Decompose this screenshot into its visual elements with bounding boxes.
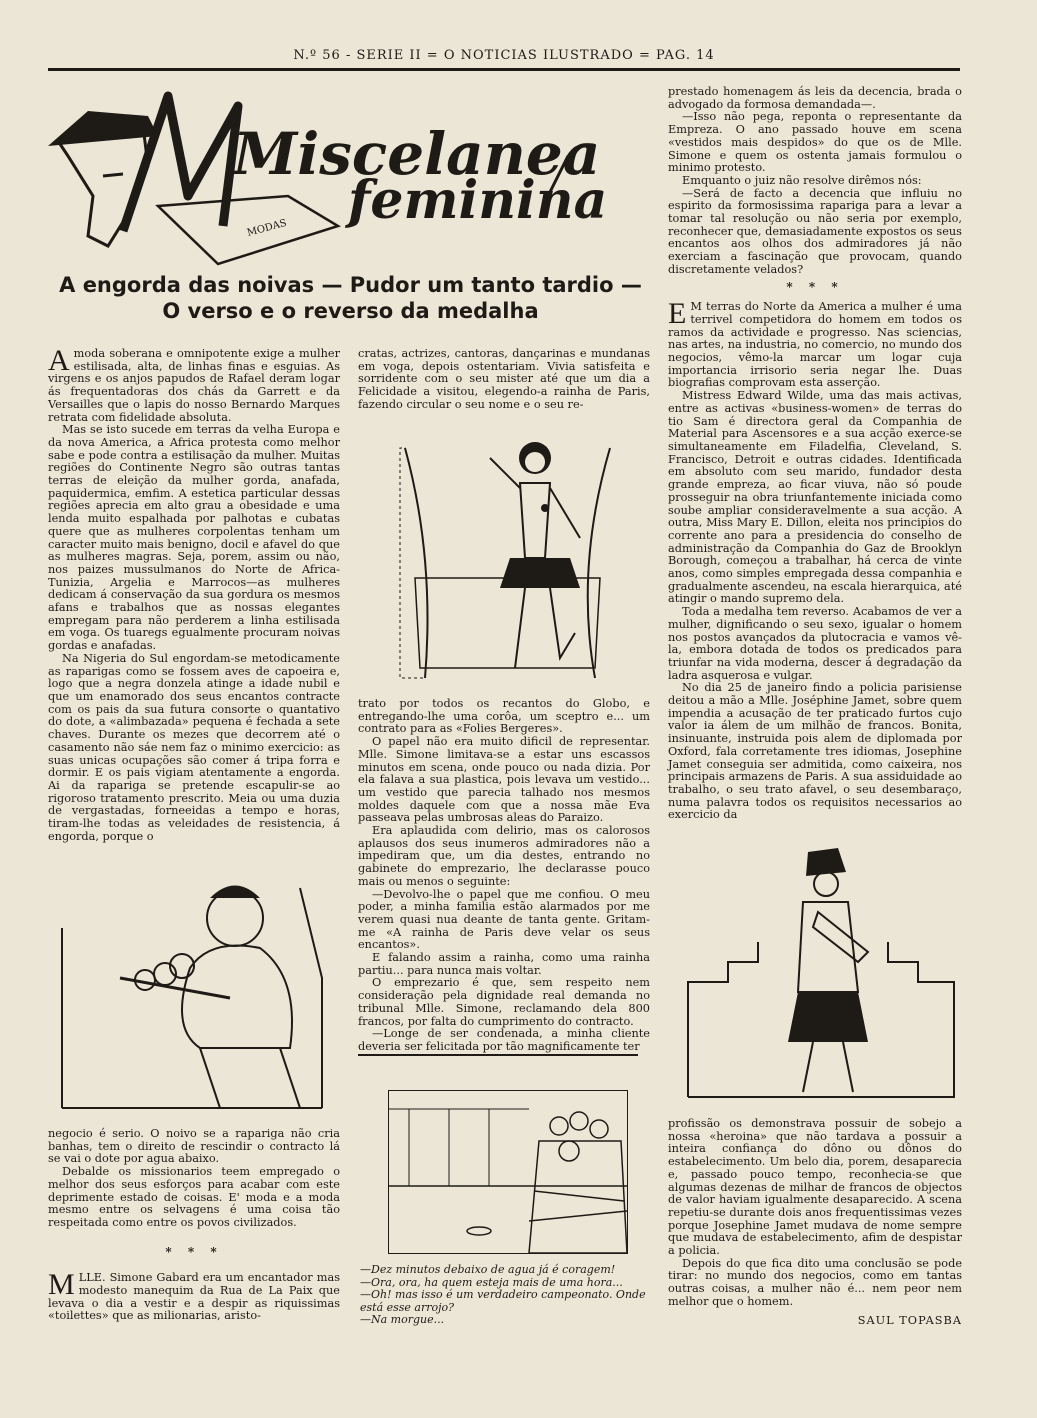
col2-p1: cratas, actrizes, cantoras, dançarinas e mundanas em voga, depois ostentariam. Vivia satisfeita e sorridente com o seu mister até que um dia a Felicidade a visitou, elegendo-a rainha de Paris, fazendo circular o seu nome e o seu re- — [358, 347, 650, 411]
section-stars-1: * * * — [165, 1244, 223, 1259]
column-1-bottom — [48, 1128, 340, 1323]
article-headline — [48, 272, 653, 324]
drop-cap-m: M — [48, 1268, 75, 1302]
caption-line-4: —Na morgue... — [360, 1313, 445, 1326]
illustration-dancer — [395, 428, 620, 690]
col1-p4: negocio é serio. O noivo se a rapariga não cria banhas, tem o direito de rescindir o contracto lá se vai o dote por agua abaixo. — [48, 1127, 340, 1166]
col3-p3: Emquanto o juiz não resolve dirêmos nós: — [682, 173, 922, 187]
page-header: N.º 56 - SERIE II = O NOTICIAS ILUSTRADO = PAG. 14 — [293, 48, 715, 63]
col1-p1: moda soberana e omnipotente exige a mulher estilisada, alta, de linhas finas e esguias. As virgens e os anjos papudos de Rafael deram logar ás frequentadoras dos chás da Garrett e da Versailles que o lapis do nosso Bernardo Marques retrata com fidelidade absoluta. — [48, 347, 340, 424]
caption-line-3: —Oh! mas isso é um verdadeiro campeonato. Onde está esse arrojo? — [360, 1288, 646, 1314]
illustration-swimmers-cartoon — [388, 1090, 628, 1254]
col3-p6: Mistress Edward Wilde, uma das mais activas, entre as activas «business-women» de terras do tio Sam é directora geral da Companhia de Material para Ascensores e a sua acção exerce-se simultaneamente em Filadelfia, Cleveland, S. Francisco, Detroit e outras cidades. Identificada em absoluto com seu marido, fundador desta grande empreza, ao ficar viuva, não só poude prosseguir na obra triunfantemente iniciada como soube ampliar consideravelmente a sua acção. A outra, Miss Mary E. Dillon, eleita nos principios do corrente ano para a presidencia do conselho de administração da Companhia do Gaz de Brooklyn Borough, começou a trabalhar, há cerca de vinte anos, como simples empregada dessa companhia e gradualmente ascendeu, na escala hierarquica, até atingir o mando supremo dela. — [668, 389, 962, 606]
section-stars-2: * * * — [786, 279, 844, 294]
col2-p4: Era aplaudida com delirio, mas os calorosos aplausos dos seus inumeros admiradores não a impediram que, um dia destes, entrando no gabinete do emprezario, lhe declarasse pouco mais ou menos o seguinte: — [358, 824, 650, 888]
col3-p9: profissão os demonstrava possuir de sobejo a nossa «heroina» que não tardava a possuir a inteira confiança do dôno ou dônos do estabelecimento. Um belo dia, porem, desaparecia e, passado pouco tempo, reconhecia-se que algumas dezenas de milhar de francos de objectos de valor haviam igualmente desaparecido. A scena repetiu-se durante dois anos frequentissimas vezes porque Josephine Jamet mudava de nome sempre que mudava de estabelecimento, afim de despistar a policia. — [668, 1117, 962, 1258]
drop-cap-e: E — [668, 297, 687, 331]
drop-cap-a: A — [48, 344, 70, 377]
col3-p8: No dia 25 de janeiro findo a policia parisiense deitou a mão a Mlle. Joséphine Jamet, sobre quem impendia a acusação de ter praticado furtos cujo valor ia álem de um milhão de francos. Bonita, insinuante, instruida pois alem de diplomada por Oxford, fala corretamente tres idiomas, Josephine Jamet conseguia ser admitida, como caixeira, nos principais armazens de Paris. A sua assiduidade ao trabalho, o seu trato afavel, o seu desembaraço, numa palavra todos os requisitos necessarios ao exercicio da — [668, 681, 962, 822]
caption-line-1: —Dez minutos debaixo de agua já é coragem! — [360, 1263, 616, 1276]
col3-p10: Depois do que fica dito uma conclusão se pode tirar: no mundo dos negocios, como em tantas outras coisas, a mulher não é... nem peor nem melhor que o homem. — [668, 1256, 962, 1308]
col2-p5: —Devolvo-lhe o papel que me confiou. O meu poder, a minha familia estão alarmados por me verem quasi nua deante de tanta gente. Gritam-me «A rainha de Paris deve velar os seus encantos». — [358, 887, 650, 952]
masthead-word2: feminina — [348, 170, 608, 231]
col3-p2: —Isso não pega, reponta o representante da Empreza. O ano passado houve em scena «vestidos mais despidos» do que os de Mlle. Simone e quem os ostenta jamais formulou o minimo protesto. — [668, 110, 962, 175]
author-signature: SAUL TOPASBA — [857, 1313, 962, 1327]
col2-p6: E falando assim a rainha, como uma rainha partiu... para nunca mais voltar. — [358, 951, 650, 977]
col1-p2: Mas se isto sucede em terras da velha Europa e da nova America, a Africa protesta como melhor sabe e pode contra a estilisação da mulher. Muitas regiões do Continente Negro são outras tantas terras de eleição da mulher gorda, anafada, paquidermica, emfim. A estetica particular dessas regiões aprecia em alto grau a obesidade e uma lenda muito espalhada por palhotas e cubatas quere que as mulheres corpolentas tenham um caracter muito mais benigno, docil e afavel do que as mulheres magras. Seja, porem, assim ou não, nos paizes mussulmanos do Norte de Africa-Tunizia, Argelia e Marrocos—as mulheres dedicam á conservação da sua gordura os mesmos afans e trabalhos que as nossas elegantes empregam para não perderem a linha estilisada em voga. Os tuaregs egualmente procuram noivas gordas e anafadas. — [48, 423, 340, 653]
headline-line1: A engorda das noivas — Pudor um tanto tardio — — [59, 273, 642, 297]
col2-p3: O papel não era muito dificil de representar. Mlle. Simone limitava-se a estar uns escassos minutos em scena, onde pouco ou nada dizia. Por ela falava a sua plastica, pois levava um vestido... um vestido que parecia talhado nos mesmos moldes daquele com que a nossa mãe Eva passeava pelas umbrosas aleas do Paraizo. — [358, 735, 650, 825]
illustration-eating-woman — [60, 858, 322, 1110]
col3-p1: prestado homenagem ás leis da decencia, brada o advogado da formosa demandada—. — [668, 85, 962, 111]
col1-p3: Na Nigeria do Sul engordam-se metodicamente as raparigas como se fossem aves de capoeira e, logo que a negra donzela atinge a idade nubil e que um enamorado dos seus encantos contracte com os pais da sua futura consorte o quantativo do dote, a «alimbazada» pequena é fechada a sete chaves. Durante os mezes que decorrem até o casamento não sáe nem faz o minimo exercicio: as suas unicas ocupações são comer á tripa forra e dormir. E os pais vigiam atentamente a engorda. Ai da rapariga se pretende escapulir-se ao rigoroso tratamento prescrito. Meia ou uma duzia de vergastadas, forneeidas a tempo e horas, tiram-lhe todas as veleidades de resistencia, á engorda, porque o — [48, 651, 340, 843]
col2-p8: —Longe de ser condenada, a minha cliente deveria ser felicitada por tão magnificamente ter — [358, 1027, 650, 1053]
col3-p7: Toda a medalha tem reverso. Acabamos de ver a mulher, dignificando o seu sexo, igualar o homem nos postos avançados da plutocracia e vamos vê-la, embora dotada de todos os predicados para triunfar na vida moderna, descer á degradação da ladra asquerosa e vulgar. — [668, 605, 962, 682]
col2-rule — [358, 1054, 638, 1056]
header-rule — [48, 68, 960, 71]
col2-p2: trato por todos os recantos do Globo, e entregando-lhe uma corôa, um sceptro e... um contrato para as «Folies Bergeres». — [358, 697, 650, 736]
masthead-illustration — [48, 86, 648, 266]
col3-p5: M terras do Norte da America a mulher é uma terrivel competidora do homem em todos os ramos da actividade e progresso. Nas sciencias, nas artes, na industria, no comercio, no mundo dos negocios, vêmo-la marcar um logar cuja importancia irrisorio seria negar lhe. Duas biografias comprovam esta asserção. — [668, 300, 962, 390]
cartoon-caption — [360, 1264, 660, 1327]
headline-line2: O verso e o reverso da medalha — [162, 299, 539, 323]
caption-line-2: —Ora, ora, ha quem esteja mais de uma hora... — [360, 1275, 623, 1289]
illustration-woman-packages — [688, 842, 954, 1104]
masthead-word1: Miscelanea — [233, 120, 601, 188]
col3-p4: —Será de facto a decencia que influiu no espirito da formosissima rapariga para a levar a tomar tal resolução ou não seria por exemplo, reconhecer que, demasiadamente expostos os seus encantos aos olhos dos admiradores já não exerciam a fascinação que provocam, quando discretamente velados? — [668, 186, 962, 276]
col1-p6: LLE. Simone Gabard era um encantador mas modesto manequim da Rua de La Paix que levava o dia a vestir e a despir as riquissimas «toilettes» que as milionarias, aristo- — [48, 1271, 340, 1323]
column-3-bottom — [668, 1118, 962, 1327]
column-2-top — [358, 348, 650, 412]
col1-p5: Debalde os missionarios teem empregado o melhor dos seus esforços para acabar com este deprimente estado de coisas. E' moda e a moda mesmo entre os selvagens é uma coisa tão respeitada como entre os povos civilizados. — [48, 1165, 340, 1229]
masthead-sign-text: MODAS — [245, 217, 288, 239]
column-2-middle — [358, 698, 650, 1054]
col2-p7: O emprezario é que, sem respeito nem consideração pela dignidade real demanda no tribunal Mlle. Simone, reclamando dela 800 francos, por falta do cumprimento do contracto. — [358, 976, 650, 1028]
column-1-top — [48, 344, 340, 843]
column-3-top — [668, 86, 962, 822]
